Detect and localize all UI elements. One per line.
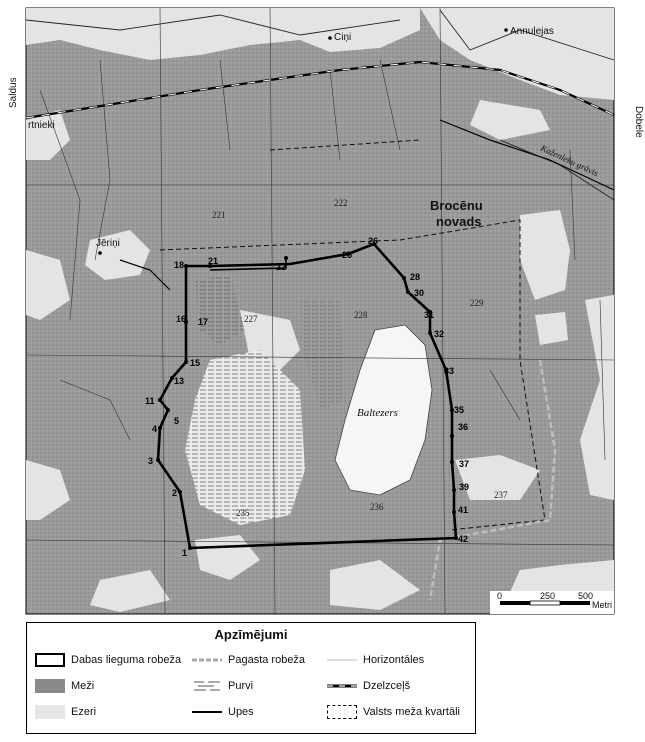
legend-label: Meži [71, 680, 95, 692]
place-saldus: Saldus [8, 77, 19, 108]
point-label: 3 [148, 456, 154, 466]
place-dobele: Dobele [633, 106, 644, 138]
point-label: 31 [424, 310, 435, 320]
quarter-number: 222 [334, 198, 348, 208]
scale-tick-0: 0 [497, 591, 503, 601]
point-label: 39 [459, 482, 470, 492]
legend-label: Dzelzceļš [363, 680, 411, 692]
point-label: 4 [152, 424, 158, 434]
point-label: 13 [174, 376, 185, 386]
scale-bar [490, 591, 614, 614]
place-annulejas: Annulejas [510, 26, 554, 37]
river-symbol [192, 705, 222, 719]
scale-tick-250: 250 [540, 591, 556, 601]
point-label: 21 [208, 256, 219, 266]
quarter-number: 221 [212, 210, 226, 220]
legend-forests [35, 679, 94, 693]
forest-quarter-symbol [327, 705, 357, 719]
novads-label-line1: Brocēnu [430, 198, 483, 213]
river-label: Kaženleku grāvis [539, 142, 600, 179]
forest-symbol [35, 679, 65, 693]
novads-label-line2: novads [436, 214, 482, 229]
quarter-number: 227 [244, 314, 258, 324]
point-label: 37 [459, 459, 470, 469]
legend-parish-boundary [192, 653, 305, 667]
point-label: 25 [342, 250, 353, 260]
point-label: 1 [182, 548, 188, 558]
quarter-number: 228 [354, 310, 368, 320]
point-label: 28 [410, 272, 421, 282]
legend-reserve-boundary [35, 653, 181, 667]
reserve-boundary-symbol [35, 653, 65, 667]
scale-tick-500: 500 [578, 591, 594, 601]
point-label: 30 [414, 288, 425, 298]
legend-lakes [35, 705, 96, 719]
point-label: 2 [172, 488, 178, 498]
legend-bogs [192, 679, 253, 693]
point-label: 41 [458, 505, 469, 515]
quarter-number: 237 [494, 490, 508, 500]
legend-contours [327, 653, 424, 667]
legend-label: Purvi [228, 680, 254, 692]
map-legend [26, 622, 476, 734]
point-label: 33 [444, 366, 455, 376]
lake-label: Baltezers [357, 407, 398, 419]
place-cini: Ciņi [334, 32, 352, 43]
legend-label: Horizontāles [363, 654, 425, 666]
point-label: 26 [368, 236, 379, 246]
point-label: 17 [198, 317, 209, 327]
point-label: 5 [174, 416, 180, 426]
point-label: 11 [145, 396, 155, 406]
legend-forest-quarters [327, 705, 460, 719]
legend-rivers [192, 705, 254, 719]
point-label: 36 [458, 422, 469, 432]
legend-title: Apzīmējumi [214, 627, 288, 642]
point-label: 42 [458, 534, 469, 544]
point-label: 15 [190, 358, 201, 368]
place-artnieki: rtnieki [28, 120, 55, 131]
legend-label: Dabas lieguma robeža [71, 654, 182, 666]
legend-label: Ezeri [71, 706, 97, 718]
quarter-number: 236 [370, 502, 384, 512]
legend-label: Pagasta robeža [228, 654, 306, 666]
place-jerini: Jēriņi [96, 238, 120, 249]
parish-boundary-symbol [192, 653, 222, 667]
point-label: 22 [276, 262, 287, 272]
bog-symbol [192, 679, 222, 693]
quarter-number: 229 [470, 298, 484, 308]
contour-symbol [327, 653, 357, 667]
point-label: 18 [174, 260, 185, 270]
legend-label: Valsts meža kvartāli [363, 706, 460, 718]
legend-label: Upes [228, 706, 254, 718]
point-label: 35 [454, 405, 465, 415]
point-label: 16 [176, 314, 187, 324]
legend-railway [327, 679, 410, 693]
railway-symbol [327, 679, 357, 693]
lake-symbol [35, 705, 65, 719]
scale-unit: Metri [592, 600, 612, 610]
point-label: 32 [434, 329, 445, 339]
quarter-number: 235 [236, 508, 250, 518]
